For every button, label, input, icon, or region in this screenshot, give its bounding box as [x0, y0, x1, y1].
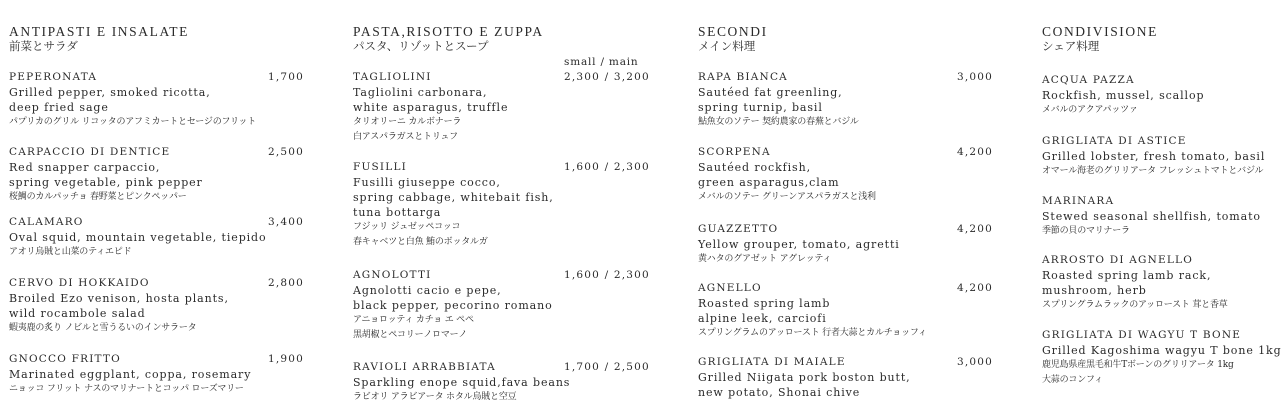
section-subtitle: パスタ、リゾットとスープ: [353, 39, 489, 53]
dish-description: Oval squid, mountain vegetable, tiepido: [9, 231, 267, 244]
section-subtitle: メイン料理: [698, 39, 756, 53]
menu-item: [353, 70, 683, 145]
dish-description: wild rocambole salad: [9, 307, 146, 320]
dish-price: 1,600 / 2,300: [564, 161, 650, 173]
dish-price: 4,200: [957, 146, 994, 158]
dish-price: 4,200: [957, 223, 994, 235]
dish-description: green asparagus,clam: [698, 176, 840, 189]
dish-description: Rockfish, mussel, scallop: [1042, 89, 1205, 102]
dish-name: CARPACCIO DI DENTICE: [9, 146, 171, 158]
section-title: PASTA,RISOTTO E ZUPPA: [353, 24, 544, 39]
dish-description: spring turnip, basil: [698, 101, 823, 114]
menu-item: [1042, 73, 1282, 118]
dish-description-japanese: メバルのソテー グリーンアスパラガスと浅利: [698, 192, 876, 202]
dish-name: TAGLIOLINI: [353, 71, 432, 83]
section-subtitle: 前菜とサラダ: [9, 39, 78, 53]
dish-description: Stewed seasonal shellfish, tomato: [1042, 210, 1261, 223]
dish-price: 4,200: [957, 282, 994, 294]
dish-name: PEPERONATA: [9, 71, 98, 83]
menu-item: [1042, 253, 1282, 313]
dish-description: Fusilli giuseppe cocco,: [353, 176, 501, 189]
dish-name: GNOCCO FRITTO: [9, 353, 121, 365]
menu-item: [698, 222, 1028, 267]
dish-description-japanese: フジッリ ジュゼッペコッコ: [353, 222, 461, 232]
dish-name: MARINARA: [1042, 195, 1115, 207]
section-subtitle: シェア料理: [1042, 39, 1100, 53]
section-title: ANTIPASTI E INSALATE: [9, 24, 189, 39]
menu-item: [698, 355, 1028, 400]
dish-description: spring vegetable, pink pepper: [9, 176, 203, 189]
dish-description: Tagliolini carbonara,: [353, 86, 488, 99]
dish-description-japanese: メバルのアクアパッツァ: [1042, 105, 1138, 115]
menu-item: [9, 145, 339, 205]
menu-item: [698, 281, 1028, 341]
dish-name: AGNELLO: [698, 282, 762, 294]
dish-name: ARROSTO DI AGNELLO: [1042, 254, 1194, 266]
dish-price: 1,600 / 2,300: [564, 269, 650, 281]
dish-price: 1,700: [268, 71, 305, 83]
dish-description-japanese: アニョロッティ カチョ エ ペペ: [353, 315, 474, 325]
menu-item: [1042, 328, 1282, 388]
menu-item: [9, 215, 339, 260]
dish-description-japanese: ラビオリ アラビアータ ホタル烏賊と空豆: [353, 392, 517, 402]
menu-section-pasta: [353, 24, 683, 402]
dish-description: Red snapper carpaccio,: [9, 161, 161, 174]
dish-price: 3,000: [957, 71, 994, 83]
dish-price: 1,900: [268, 353, 305, 365]
menu-section-secondi: [698, 24, 1028, 402]
dish-description: Marinated eggplant, coppa, rosemary: [9, 368, 252, 381]
dish-description-japanese: 桜鯛のカルパッチョ 春野菜とピンクペッパー: [9, 192, 187, 202]
dish-description: tuna bottarga: [353, 206, 442, 219]
dish-description: deep fried sage: [9, 101, 109, 114]
dish-description: Sautéed rockfish,: [698, 161, 811, 174]
dish-name: FUSILLI: [353, 161, 407, 173]
dish-description: white asparagus, truffle: [353, 101, 509, 114]
dish-description: Grilled lobster, fresh tomato, basil: [1042, 150, 1266, 163]
dish-description-japanese: オマール海老のグリリアータ フレッシュトマトとバジル: [1042, 166, 1264, 176]
dish-name: AGNOLOTTI: [353, 269, 432, 281]
dish-description-japanese: 鹿児島県産黒毛和牛Tボーンのグリリアータ 1kg: [1042, 360, 1234, 370]
dish-description: mushroom, herb: [1042, 284, 1147, 297]
section-title: SECONDI: [698, 24, 768, 39]
dish-name: RAPA BIANCA: [698, 71, 788, 83]
size-header: small / main: [564, 56, 639, 68]
dish-price: 3,000: [957, 356, 994, 368]
dish-description-japanese: 黒胡椒とペコリーノロマーノ: [353, 330, 468, 340]
dish-name: CERVO DI HOKKAIDO: [9, 277, 150, 289]
dish-description: new potato, Shonai chive: [698, 386, 861, 399]
dish-name: ACQUA PAZZA: [1042, 74, 1135, 86]
dish-description-japanese: タリオリーニ カルボナーラ: [353, 117, 462, 127]
dish-description: Grilled pepper, smoked ricotta,: [9, 86, 211, 99]
dish-price: 2,800: [268, 277, 305, 289]
dish-name: GRIGLIATA DI ASTICE: [1042, 135, 1187, 147]
menu-section-antipasti: [9, 24, 339, 402]
dish-description-japanese: 黄ハタのグアゼット アグレッティ: [698, 254, 832, 264]
dish-description: Roasted spring lamb: [698, 297, 831, 310]
dish-name: GUAZZETTO: [698, 223, 779, 235]
menu-item: [9, 276, 339, 336]
section-title: CONDIVISIONE: [1042, 24, 1158, 39]
menu-item: [353, 360, 683, 405]
dish-description-japanese: 蝦夷鹿の炙り ノビルと雪うるいのインサラータ: [9, 323, 197, 333]
dish-description: Grilled Niigata pork boston butt,: [698, 371, 911, 384]
menu-item: [1042, 194, 1282, 239]
menu-item: [1042, 134, 1282, 179]
dish-description: Sautéed fat greenling,: [698, 86, 843, 99]
dish-description: Roasted spring lamb rack,: [1042, 269, 1212, 282]
dish-description-japanese: 春キャベツと白魚 鮪のボッタルガ: [353, 237, 488, 247]
menu-item: [353, 268, 683, 343]
dish-description: black pepper, pecorino romano: [353, 299, 553, 312]
dish-price: 2,300 / 3,200: [564, 71, 650, 83]
dish-name: RAVIOLI ARRABBIATA: [353, 361, 496, 373]
dish-description: Broiled Ezo venison, hosta plants,: [9, 292, 229, 305]
dish-description: Grilled Kagoshima wagyu T bone 1kg: [1042, 344, 1282, 357]
dish-name: SCORPENA: [698, 146, 771, 158]
dish-name: CALAMARO: [9, 216, 84, 228]
dish-description-japanese: スプリングラムのアッロースト 行者大蒜とカルチョッフィ: [698, 328, 927, 338]
dish-name: GRIGLIATA DI MAIALE: [698, 356, 846, 368]
dish-description-japanese: パプリカのグリル リコッタのアフミカートとセージのフリット: [9, 117, 256, 127]
dish-description: Agnolotti cacio e pepe,: [353, 284, 502, 297]
menu-item: [698, 70, 1028, 130]
dish-description-japanese: スプリングラムラックのアッロースト 茸と香草: [1042, 300, 1228, 310]
dish-name: GRIGLIATA DI WAGYU T BONE: [1042, 329, 1242, 341]
menu-item: [9, 352, 339, 397]
dish-description: spring cabbage, whitebait fish,: [353, 191, 554, 204]
dish-price: 3,400: [268, 216, 305, 228]
dish-description-japanese: 白アスパラガスとトリュフ: [353, 132, 458, 142]
dish-description-japanese: 大蒜のコンフィ: [1042, 375, 1103, 385]
dish-description-japanese: ニョッコ フリット ナスのマリナートとコッパ ローズマリー: [9, 384, 244, 394]
dish-description: Sparkling enope squid,fava beans: [353, 376, 571, 389]
dish-description-japanese: 季節の貝のマリナーラ: [1042, 226, 1130, 236]
dish-price: 2,500: [268, 146, 305, 158]
dish-description: Yellow grouper, tomato, agretti: [698, 238, 900, 251]
menu-item: [9, 70, 339, 130]
dish-price: 1,700 / 2,500: [564, 361, 650, 373]
dish-description-japanese: アオリ烏賊と山菜のティエピド: [9, 247, 132, 257]
menu-item: [698, 145, 1028, 205]
dish-description: alpine leek, carciofi: [698, 312, 827, 325]
menu-section-condivisione: [1042, 24, 1282, 402]
menu-item: [353, 160, 683, 250]
dish-description-japanese: 鮎魚女のソテー 契約農家の春蕪とバジル: [698, 117, 859, 127]
